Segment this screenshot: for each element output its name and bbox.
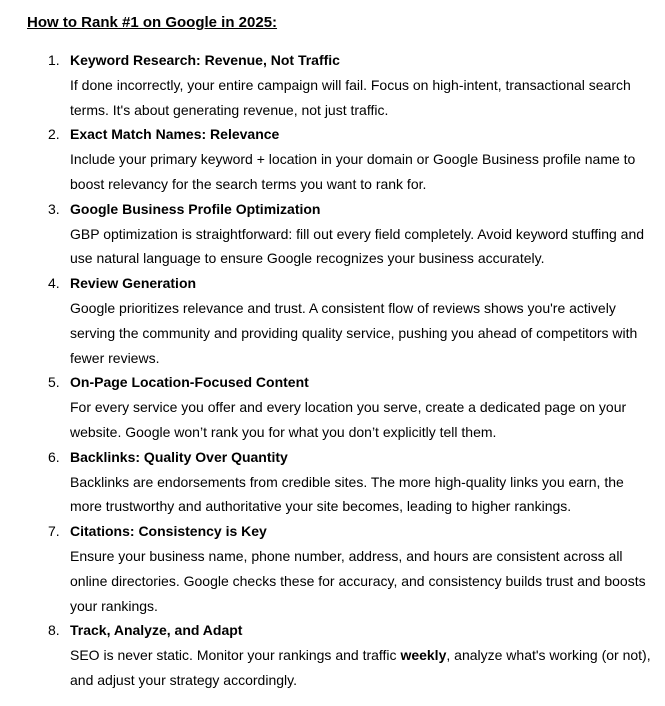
list-item-heading: Backlinks: Quality Over Quantity — [70, 448, 288, 465]
list-item-number: 2. — [48, 126, 60, 143]
list-item-body: Google prioritizes relevance and trust. A consistent flow of reviews shows you're actively serving the community and providing quality service, pushing you ahead of competitors with fewer reviews. — [70, 299, 638, 366]
list-item — [0, 197, 665, 271]
list-item-heading: Google Business Profile Optimization — [70, 200, 321, 217]
list-item-heading: Review Generation — [70, 275, 197, 292]
list-item — [0, 519, 665, 618]
body-text-start: SEO is never static. Monitor your rankings and traffic — [70, 647, 401, 664]
list-item — [0, 271, 665, 370]
list-item-body — [70, 643, 651, 693]
body-emphasis: weekly — [400, 647, 447, 664]
list-item-body: Ensure your business name, phone number, address, and hours are consistent across all online directories. Google checks these for accuracy, and consistency builds trust and boosts your rankings. — [70, 547, 646, 614]
list-item — [0, 445, 665, 519]
ranking-steps-list — [0, 48, 665, 693]
list-item-body: Backlinks are endorsements from credible sites. The more high-quality links you earn, the more trustworthy and authoritative your site becomes, leading to higher rankings. — [70, 473, 624, 515]
list-item — [0, 618, 665, 692]
list-item-body: If done incorrectly, your entire campaign will fail. Focus on high-intent, transactional search terms. It's about generating revenue, not just traffic. — [70, 76, 631, 118]
list-item-heading: Keyword Research: Revenue, Not Traffic — [70, 52, 340, 68]
list-item — [0, 48, 665, 122]
list-item-number: 3. — [48, 200, 60, 217]
list-item-body: GBP optimization is straightforward: fill out every field completely. Avoid keyword stuffing and use natural language to ensure Google recognizes your business accurately. — [70, 225, 645, 267]
list-item — [0, 370, 665, 444]
list-item-heading: Citations: Consistency is Key — [70, 523, 267, 540]
list-item-body: For every service you offer and every location you serve, create a dedicated page on your website. Google won’t rank you for what you don’t explicitly tell them. — [70, 399, 627, 440]
list-item-number: 6. — [48, 448, 60, 465]
list-item-number: 5. — [48, 374, 60, 391]
list-item-body: Include your primary keyword + location in your domain or Google Business profile name to boost relevancy for the search terms you want to rank for. — [70, 151, 636, 192]
list-item — [0, 122, 665, 196]
list-item-number: 4. — [48, 275, 60, 292]
list-item-heading: Track, Analyze, and Adapt — [70, 622, 243, 639]
list-item-number: 8. — [48, 622, 60, 639]
list-item-number: 7. — [48, 523, 60, 540]
list-item-heading: On-Page Location-Focused Content — [70, 374, 309, 391]
document-title: How to Rank #1 on Google in 2025: — [27, 14, 278, 31]
body-text-end: , analyze what's working (or not), and adjust your strategy accordingly. — [70, 647, 651, 688]
list-item-number: 1. — [48, 52, 60, 68]
list-item-heading: Exact Match Names: Relevance — [70, 126, 280, 143]
